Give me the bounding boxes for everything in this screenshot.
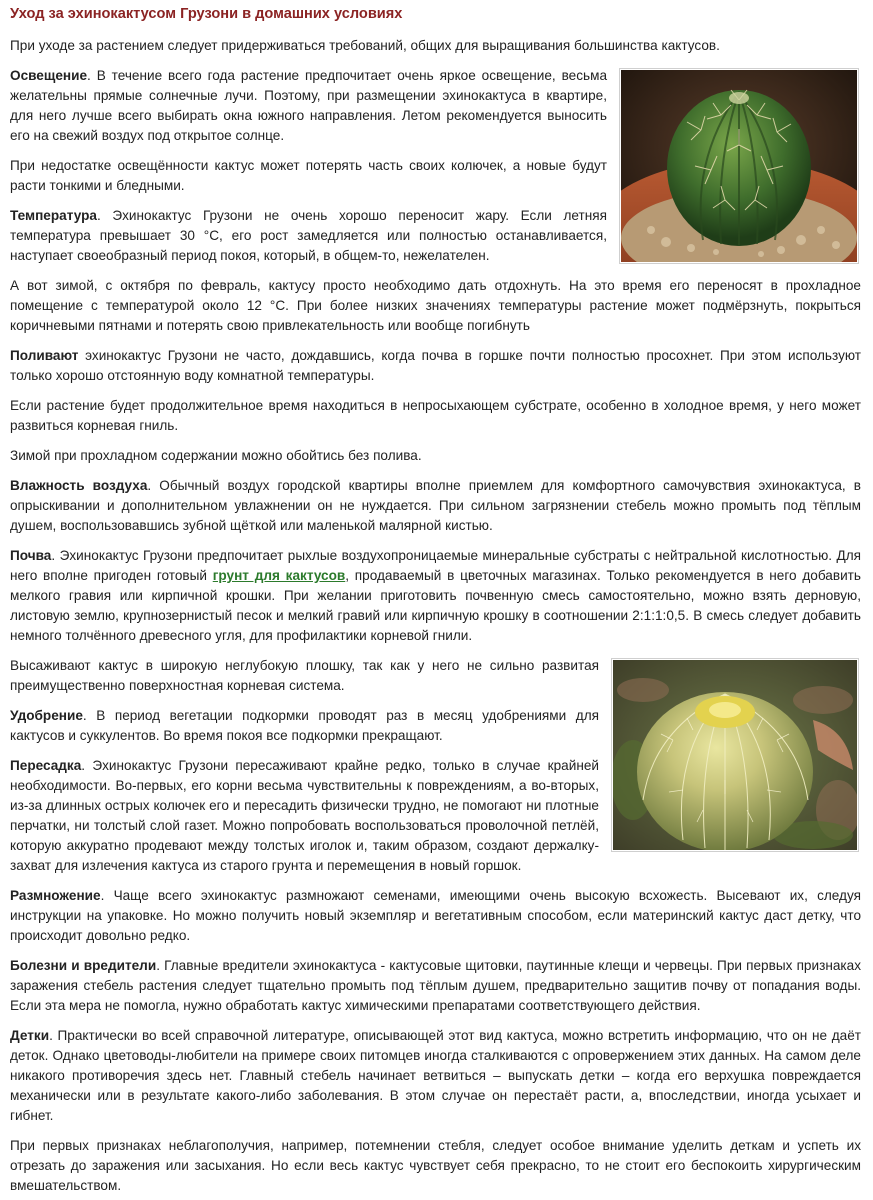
temperature-term: Температура bbox=[10, 208, 97, 223]
golden-barrel-image bbox=[613, 660, 857, 850]
cactus-pot-photo bbox=[619, 68, 859, 264]
propagation-paragraph bbox=[10, 886, 861, 946]
offsets-term: Детки bbox=[10, 1028, 50, 1043]
soil-text-before: . Эхинокактус Грузони предпочитает рыхлые воздухопроницаемые минеральные субстраты с нейтральной кислотностью. Для него вполне пригоден готовый bbox=[10, 548, 861, 583]
soil-paragraph bbox=[10, 546, 861, 646]
offsets-paragraph bbox=[10, 1026, 861, 1126]
humidity-text: . Обычный воздух городской квартиры вполне приемлем для комфортного самочувствия эхинокактуса, в опрыскивании и дополнительном увлажнении он не нуждается. При сильном загрязнении стебель можно промыть под тёплым душем, воспользовавшись зубной щёткой или маленькой малярной кистью. bbox=[10, 478, 861, 533]
cactus-soil-link[interactable]: грунт для кактусов bbox=[212, 568, 346, 583]
golden-barrel-photo bbox=[611, 658, 859, 852]
cactus-pot-image bbox=[621, 70, 857, 262]
planting-paragraph: Высаживают кактус в широкую неглубокую плошку, так как у него не сильно развитая преимущественно поверхностная корневая система. bbox=[10, 658, 599, 693]
humidity-paragraph bbox=[10, 476, 861, 536]
final-paragraph: При первых признаках неблагополучия, например, потемнении стебля, следует особое внимание уделить деткам и успеть их отрезать до заражения или засыхания. Но если весь кактус чувствует себя прекрасно, то не стоит его беспокоить хирургическим вмешательством. bbox=[10, 1138, 861, 1193]
pests-paragraph bbox=[10, 956, 861, 1016]
watering-text: эхинокактус Грузони не часто, дождавшись, когда почва в горшке почти полностью просохнет. При этом используют только хорошо отстоянную воду комнатной температуры. bbox=[10, 348, 861, 383]
article-title: Уход за эхинокактусом Грузони в домашних условиях bbox=[10, 6, 403, 22]
fertilizing-term: Удобрение bbox=[10, 708, 83, 723]
propagation-term: Размножение bbox=[10, 888, 101, 903]
offsets-text: . Практически во всей справочной литературе, описывающей этот вид кактуса, можно встретить информацию, что он не даёт деток. Однако цветоводы-любители на примере своих питомцев иногда сталкиваются с опровержением этих данных. На самом деле никакого противоречия здесь нет. Главный стебель начинает ветвиться – выпускать детки – когда его верхушка повреждается механически или в результате какого-либо заболевания. В этом случае он перестаёт расти, а, впоследствии, иногда усыхает и гибнет. bbox=[10, 1028, 861, 1123]
root-rot-paragraph: Если растение будет продолжительное время находиться в непросыхающем субстрате, особенно в холодное время, у него может развиться корневая гниль. bbox=[10, 398, 861, 433]
pests-term: Болезни и вредители bbox=[10, 958, 157, 973]
soil-term: Почва bbox=[10, 548, 52, 563]
lighting-lack-paragraph: При недостатке освещённости кактус может потерять часть своих колючек, а новые будут расти тонкими и бледными. bbox=[10, 158, 607, 193]
lighting-term: Освещение bbox=[10, 68, 88, 83]
soil-text-after: , продаваемый в цветочных магазинах. Только рекомендуется в него добавить мелкого гравия или кирпичной крошки. При желании приготовить почвенную смесь самостоятельно, можно взять дерновую, листовую землю, крупнозернистый песок и мелкий гравий или кирпичную крошку в соотношении 2:1:1:0,5. В смесь следует добавить немного толчённого древесного угля, для профилактики корневой гнили. bbox=[10, 568, 861, 643]
lighting-text: . В течение всего года растение предпочитает очень яркое освещение, весьма желательны прямые солнечные лучи. Поэтому, при размещении эхинокактуса в квартире, для него лучше всего выбирать окна южного направления. Летом рекомендуется выносить его на свежий воздух под открытое солнце. bbox=[10, 68, 607, 143]
propagation-text: . Чаще всего эхинокактус размножают семенами, имеющими очень высокую всхожесть. Высевают их, следуя инструкции на упаковке. Но можно получить новый экземпляр и вегетативным способом, если материнский кактус даст детку, что происходит довольно редко. bbox=[10, 888, 861, 943]
repotting-term: Пересадка bbox=[10, 758, 82, 773]
fertilizing-text: . В период вегетации подкормки проводят раз в месяц удобрениями для кактусов и суккулентов. Во время покоя все подкормки прекращают. bbox=[10, 708, 599, 743]
repotting-text: . Эхинокактус Грузони пересаживают крайне редко, только в случае крайней необходимости. Во-первых, его корни весьма чувствительны к повреждениям, а во-вторых, из-за длинных острых колючек его и пересадить физически трудно, не помогают ни плотные перчатки, ни толстый слой газет. Можно попробовать воспользоваться проволочной петлёй, которую аккуратно продевают между толстых иголок и, таким образом, создают держалку-захват для излечения кактуса из старого грунта и перемещения в новый горшок. bbox=[10, 758, 599, 873]
temperature-text: . Эхинокактус Грузони не очень хорошо переносит жару. Если летняя температура превышает 30 °С, его рост замедляется или полностью останавливается, наступает своеобразный период покоя, который, в общем-то, нежелателен. bbox=[10, 208, 607, 263]
pests-text: . Главные вредители эхинокактуса - кактусовые щитовки, паутинные клещи и червецы. При первых признаках заражения стебель растения следует тщательно промыть под тёплым душем, предварительно защитив почву от попадания воды. Если эта мера не помогла, нужно обработать кактус химическими препаратами соответствующего действия. bbox=[10, 958, 861, 1013]
intro-paragraph: При уходе за растением следует придерживаться требований, общих для выращивания большинства кактусов. bbox=[10, 38, 720, 53]
watering-term: Поливают bbox=[10, 348, 79, 363]
humidity-term: Влажность воздуха bbox=[10, 478, 148, 493]
watering-paragraph bbox=[10, 346, 861, 386]
winter-dry-paragraph: Зимой при прохладном содержании можно обойтись без полива. bbox=[10, 448, 422, 463]
winter-paragraph: А вот зимой, с октября по февраль, кактусу просто необходимо дать отдохнуть. На это время его переносят в прохладное помещение с температурой около 12 °С. При более низких значениях температуры растение может подмёрзнуть, покрыться коричневыми пятнами и потерять свою привлекательность или вообще погибнуть bbox=[10, 278, 861, 333]
